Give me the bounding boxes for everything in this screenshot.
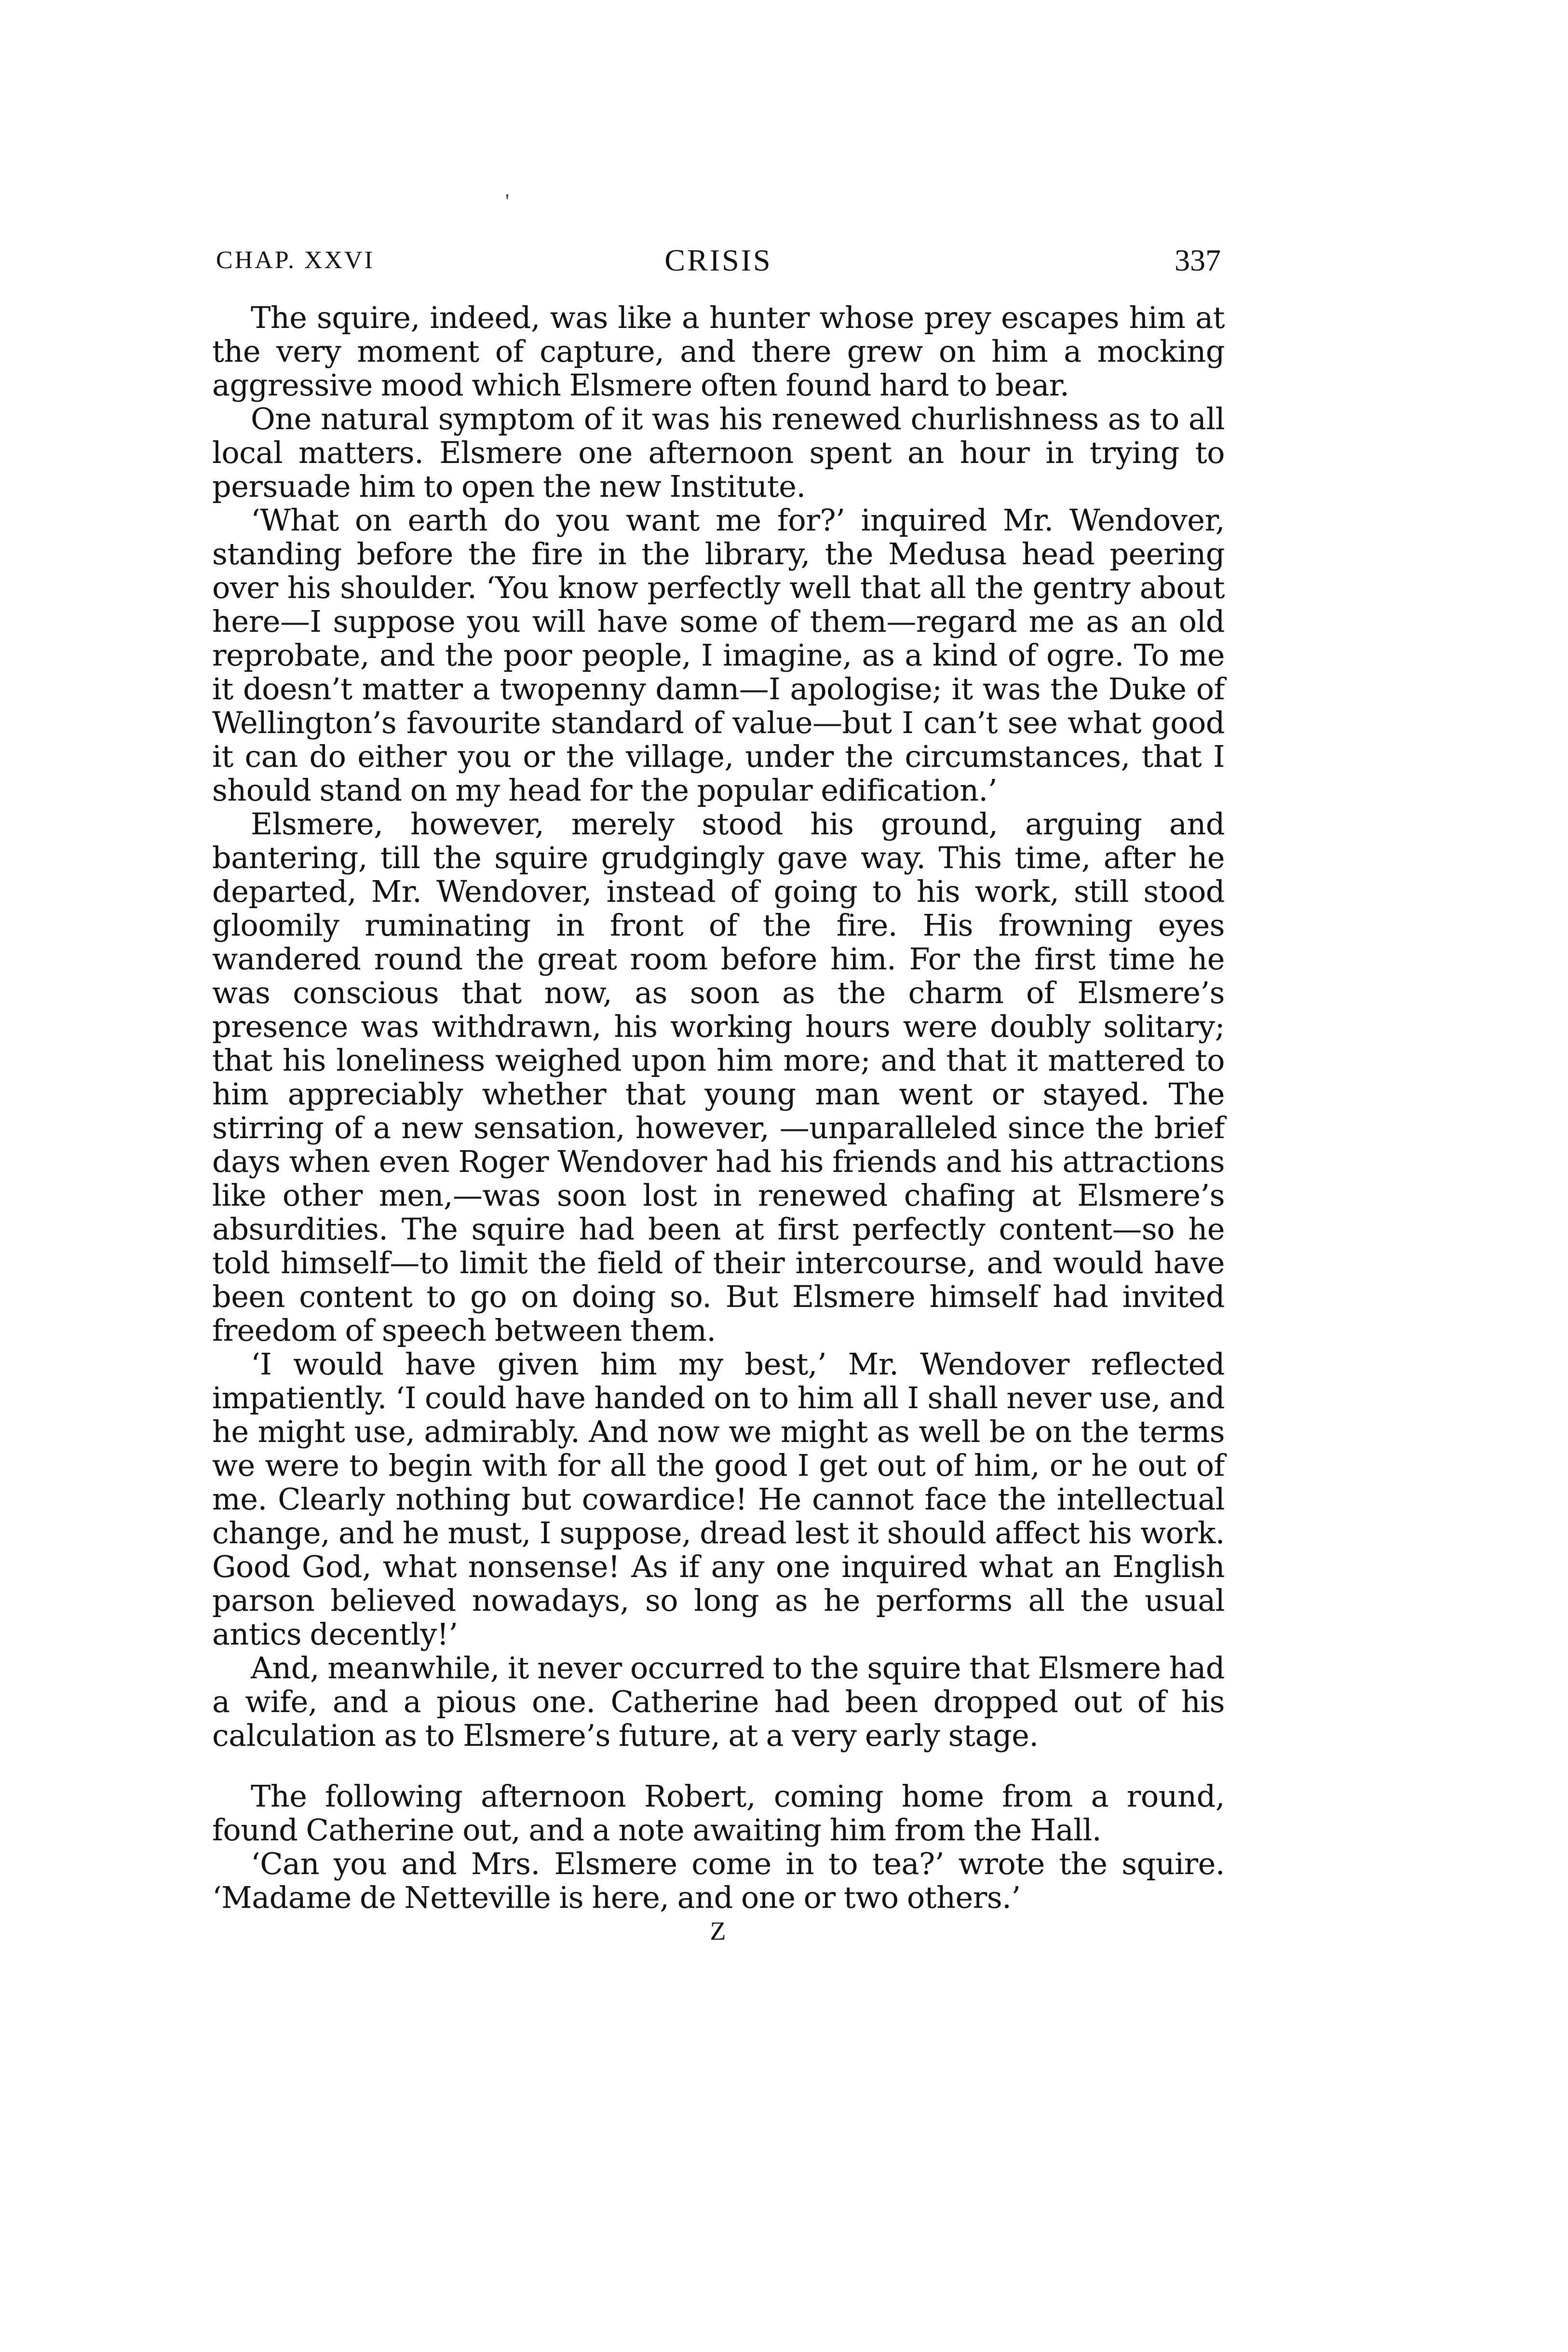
- page-number: 337: [1175, 243, 1221, 277]
- book-page: [212, 241, 1225, 1945]
- stray-mark: ': [505, 190, 509, 213]
- chapter-label: CHAP. XXVI: [216, 246, 375, 274]
- chapter-title: CRISIS: [664, 243, 772, 277]
- paragraph: ‘I would have given him my best,’ Mr. Wendover reflected impatiently. ‘I could have handed on to him all I shall never use, and he might use, admirably. And now we might as well be on the terms we were to begin with for all the good I get out of him, or he out of me. Clearly nothing but cowardice! He cannot face the intellectual change, and he must, I suppose, dread lest it should affect his work. Good God, what nonsense! As if any one inquired what an English parson believed nowadays, so long as he performs all the usual antics decently!’: [212, 1346, 1225, 1652]
- body-text: [212, 301, 1225, 1915]
- paragraph: Elsmere, however, merely stood his ground, arguing and bantering, till the squire grudgingly gave way. This time, after he departed, Mr. Wendover, instead of going to his work, still stood gloomily ruminating in front of the fire. His frowning eyes wandered round the great room before him. For the first time he was conscious that now, as soon as the charm of Elsmere’s presence was withdrawn, his working hours were doubly solitary; that his loneliness weighed upon him more; and that it mattered to him appreciably whether that young man went or stayed. The stirring of a new sensation, however, —unparalleled since the brief days when even Roger Wendover had his friends and his attractions like other men,—was soon lost in renewed chafing at Elsmere’s absurdities. The squire had been at first perfectly content—so he told himself—to limit the field of their intercourse, and would have been content to go on doing so. But Elsmere himself had invited freedom of speech between them.: [212, 806, 1225, 1348]
- paragraph: ‘What on earth do you want me for?’ inquired Mr. Wendover, standing before the fire in the library, the Medusa head peering over his shoulder. ‘You know perfectly well that all the gentry about here—I suppose you will have some of them—regard me as an old reprobate, and the poor people, I imagine, as a kind of ogre. To me it doesn’t matter a twopenny damn—I apologise; it was the Duke of Wellington’s favourite standard of value—but I can’t see what good it can do either you or the village, under the circumstances, that I should stand on my head for the popular edification.’: [212, 503, 1225, 808]
- paragraph: The squire, indeed, was like a hunter whose prey escapes him at the very moment of capture, and there grew on him a mocking aggressive mood which Elsmere often found hard to bear.: [212, 300, 1225, 403]
- paragraph: The following afternoon Robert, coming home from a round, found Catherine out, and a note awaiting him from the Hall.: [212, 1779, 1225, 1848]
- paragraph: And, meanwhile, it never occurred to the squire that Elsmere had a wife, and a pious one. Catherine had been dropped out of his calculation as to Elsmere’s future, at a very early stage.: [212, 1650, 1225, 1753]
- paragraph: One natural symptom of it was his renewed churlishness as to all local matters. Elsmere one afternoon spent an hour in trying to persuade him to open the new Institute.: [212, 401, 1225, 504]
- running-head: [212, 241, 1225, 280]
- signature-mark: Z: [710, 1917, 727, 1945]
- paragraph: ‘Can you and Mrs. Elsmere come in to tea?’ wrote the squire. ‘Madame de Netteville is here, and one or two others.’: [212, 1846, 1225, 1915]
